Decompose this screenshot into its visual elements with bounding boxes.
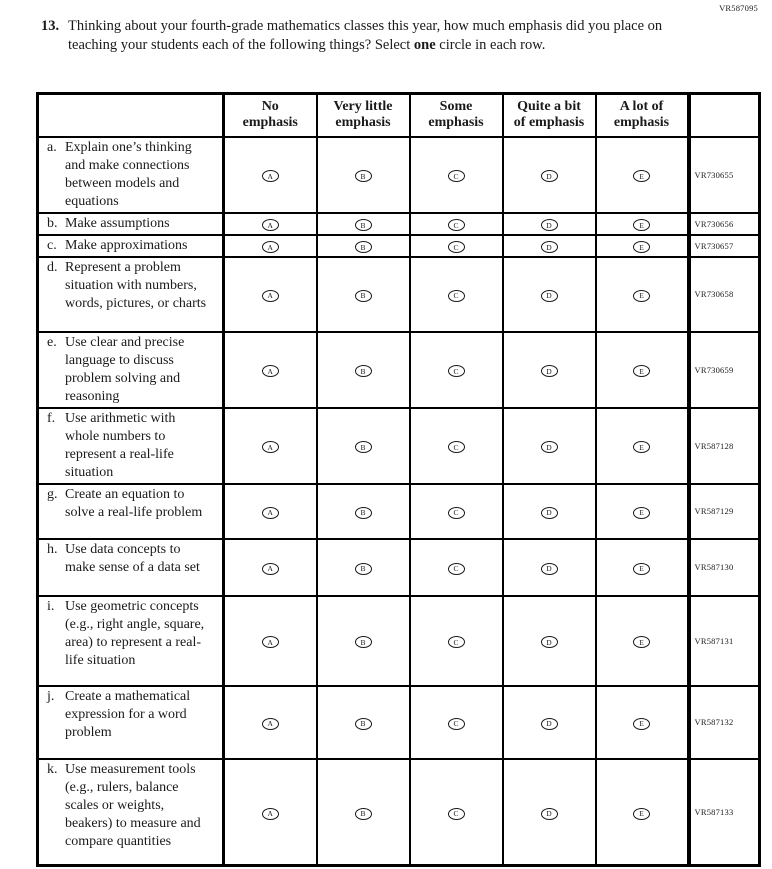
row-letter: j. (47, 688, 55, 704)
option-cell-e (596, 686, 689, 759)
option-cell-a (224, 484, 317, 539)
option-cell-d (503, 332, 596, 408)
option-bubble-B[interactable]: B (355, 219, 372, 231)
row-label: Use geometric concepts (e.g., right angle, square, area) to represent a real-life situation (65, 598, 205, 668)
header-code-cell (689, 94, 760, 137)
option-cell-a (224, 686, 317, 759)
option-bubble-B[interactable]: B (355, 365, 372, 377)
option-bubble-B[interactable]: B (355, 241, 372, 253)
row-label: Use arithmetic with whole numbers to represent a real-life situation (65, 410, 176, 480)
option-bubble-E[interactable]: E (633, 563, 650, 575)
option-bubble-D[interactable]: D (541, 441, 558, 453)
option-cell-d (503, 137, 596, 213)
question-text-bold: one (413, 37, 436, 53)
table-row-b (38, 213, 760, 235)
option-bubble-D[interactable]: D (541, 290, 558, 302)
option-bubble-A[interactable]: A (262, 219, 279, 231)
option-bubble-A[interactable]: A (262, 365, 279, 377)
column-header-line1: Very little (333, 99, 393, 115)
option-bubble-B[interactable]: B (355, 170, 372, 182)
table-row-e (38, 332, 760, 408)
row-code: VR730658 (689, 257, 760, 332)
option-cell-b (317, 408, 410, 484)
row-code: VR587129 (689, 484, 760, 539)
column-header-a-lot-of-emphasis (596, 94, 689, 137)
column-header-line1: No (261, 99, 279, 115)
row-label: Explain one’s thinking and make connections between models and equations (65, 139, 192, 209)
table-row-i (38, 596, 760, 686)
option-cell-c (410, 759, 503, 866)
option-cell-c (410, 332, 503, 408)
row-letter: b. (47, 215, 58, 231)
option-cell-e (596, 257, 689, 332)
option-cell-d (503, 408, 596, 484)
table-row-c (38, 235, 760, 257)
option-cell-a (224, 137, 317, 213)
option-cell-b (317, 257, 410, 332)
option-bubble-E[interactable]: E (633, 808, 650, 820)
column-header-line2: emphasis (335, 115, 391, 131)
option-bubble-C[interactable]: C (448, 718, 465, 730)
row-letter: f. (47, 410, 56, 426)
option-cell-d (503, 759, 596, 866)
option-cell-b (317, 484, 410, 539)
option-cell-e (596, 484, 689, 539)
row-label: Create a mathematical expression for a word problem (65, 688, 191, 740)
option-bubble-A[interactable]: A (262, 636, 279, 648)
form-code: VR587095 (719, 3, 758, 13)
row-label: Make assumptions (65, 215, 170, 231)
row-label-cell (38, 235, 224, 257)
row-label-cell (38, 332, 224, 408)
option-bubble-C[interactable]: C (448, 441, 465, 453)
option-bubble-B[interactable]: B (355, 636, 372, 648)
row-code: VR730657 (689, 235, 760, 257)
option-cell-a (224, 408, 317, 484)
emphasis-table (36, 92, 761, 867)
question-text-after: circle in each row. (435, 37, 546, 53)
question (41, 17, 665, 55)
table-row-h (38, 539, 760, 596)
option-cell-c (410, 484, 503, 539)
option-cell-b (317, 596, 410, 686)
option-bubble-C[interactable]: C (448, 365, 465, 377)
row-label-cell (38, 539, 224, 596)
row-code: VR730656 (689, 213, 760, 235)
row-label: Use data concepts to make sense of a data set (65, 541, 200, 575)
option-cell-d (503, 235, 596, 257)
option-cell-d (503, 257, 596, 332)
option-bubble-C[interactable]: C (448, 290, 465, 302)
option-cell-e (596, 408, 689, 484)
column-header-line2: of emphasis (513, 115, 585, 131)
table-row-a (38, 137, 760, 213)
option-bubble-C[interactable]: C (448, 170, 465, 182)
option-cell-a (224, 213, 317, 235)
option-bubble-E[interactable]: E (633, 170, 650, 182)
row-code: VR730659 (689, 332, 760, 408)
row-label-cell (38, 759, 224, 866)
option-cell-c (410, 539, 503, 596)
option-cell-d (503, 686, 596, 759)
row-code: VR587128 (689, 408, 760, 484)
option-bubble-C[interactable]: C (448, 219, 465, 231)
option-bubble-A[interactable]: A (262, 718, 279, 730)
row-label: Use clear and precise language to discuss problem solving and reasoning (65, 334, 185, 404)
option-bubble-C[interactable]: C (448, 808, 465, 820)
row-label-cell (38, 596, 224, 686)
row-letter: k. (47, 761, 58, 777)
option-cell-a (224, 596, 317, 686)
column-header-line1: Some (439, 99, 473, 115)
table-row-g (38, 484, 760, 539)
option-bubble-D[interactable]: D (541, 170, 558, 182)
table-row-j (38, 686, 760, 759)
option-cell-b (317, 137, 410, 213)
row-label-cell (38, 213, 224, 235)
row-label-cell (38, 257, 224, 332)
row-label-cell (38, 137, 224, 213)
header-row-label-cell (38, 94, 224, 137)
row-label-cell (38, 484, 224, 539)
row-label: Represent a problem situation with numbers, words, pictures, or charts (65, 259, 207, 311)
option-cell-c (410, 137, 503, 213)
option-cell-a (224, 235, 317, 257)
option-cell-b (317, 759, 410, 866)
header-row (38, 94, 760, 137)
option-bubble-C[interactable]: C (448, 241, 465, 253)
option-bubble-D[interactable]: D (541, 808, 558, 820)
row-label: Use measurement tools (e.g., rulers, balance scales or weights, beakers) to measure and compare quantities (65, 761, 201, 849)
option-bubble-E[interactable]: E (633, 718, 650, 730)
option-bubble-B[interactable]: B (355, 718, 372, 730)
option-bubble-E[interactable]: E (633, 219, 650, 231)
option-cell-c (410, 408, 503, 484)
row-letter: g. (47, 486, 58, 502)
option-bubble-B[interactable]: B (355, 808, 372, 820)
option-bubble-C[interactable]: C (448, 563, 465, 575)
column-header-very-little-emphasis (317, 94, 410, 137)
option-bubble-C[interactable]: C (448, 636, 465, 648)
option-cell-e (596, 539, 689, 596)
option-cell-d (503, 484, 596, 539)
option-bubble-C[interactable]: C (448, 507, 465, 519)
row-code: VR587132 (689, 686, 760, 759)
option-bubble-A[interactable]: A (262, 507, 279, 519)
option-bubble-D[interactable]: D (541, 563, 558, 575)
option-bubble-D[interactable]: D (541, 718, 558, 730)
option-bubble-D[interactable]: D (541, 241, 558, 253)
column-header-some-emphasis (410, 94, 503, 137)
option-bubble-D[interactable]: D (541, 507, 558, 519)
option-bubble-A[interactable]: A (262, 563, 279, 575)
option-cell-e (596, 213, 689, 235)
option-bubble-E[interactable]: E (633, 636, 650, 648)
row-label-cell (38, 408, 224, 484)
option-bubble-D[interactable]: D (541, 365, 558, 377)
row-letter: d. (47, 259, 58, 275)
option-cell-c (410, 596, 503, 686)
table-row-k (38, 759, 760, 866)
option-cell-a (224, 539, 317, 596)
row-label: Create an equation to solve a real-life problem (65, 486, 203, 520)
option-bubble-D[interactable]: D (541, 636, 558, 648)
row-letter: a. (47, 139, 57, 155)
option-cell-d (503, 213, 596, 235)
option-cell-b (317, 213, 410, 235)
option-cell-b (317, 332, 410, 408)
table-row-d (38, 257, 760, 332)
option-cell-b (317, 539, 410, 596)
option-cell-c (410, 686, 503, 759)
column-header-line2: emphasis (428, 115, 484, 131)
option-cell-e (596, 332, 689, 408)
column-header-line1: A lot of (619, 99, 664, 115)
option-bubble-B[interactable]: B (355, 563, 372, 575)
option-bubble-B[interactable]: B (355, 507, 372, 519)
column-header-quite-a-bit-of-emphasis (503, 94, 596, 137)
option-bubble-E[interactable]: E (633, 290, 650, 302)
row-code: VR587131 (689, 596, 760, 686)
row-letter: e. (47, 334, 57, 350)
option-cell-a (224, 257, 317, 332)
row-letter: h. (47, 541, 58, 557)
option-bubble-A[interactable]: A (262, 441, 279, 453)
option-cell-d (503, 596, 596, 686)
option-cell-b (317, 235, 410, 257)
row-code: VR730655 (689, 137, 760, 213)
option-bubble-D[interactable]: D (541, 219, 558, 231)
option-bubble-E[interactable]: E (633, 241, 650, 253)
row-label-cell (38, 686, 224, 759)
row-label: Make approximations (65, 237, 188, 253)
option-cell-c (410, 213, 503, 235)
row-code: VR587133 (689, 759, 760, 866)
option-bubble-A[interactable]: A (262, 808, 279, 820)
table-row-f (38, 408, 760, 484)
option-cell-e (596, 137, 689, 213)
question-text (68, 17, 665, 55)
column-header-line1: Quite a bit (517, 99, 581, 115)
column-header-line2: emphasis (242, 115, 298, 131)
option-cell-d (503, 539, 596, 596)
option-bubble-E[interactable]: E (633, 365, 650, 377)
question-text-before: Thinking about your fourth-grade mathematics classes this year, how much emphasis did you place on teaching your students each of the following things? Select (68, 18, 663, 53)
option-cell-e (596, 759, 689, 866)
question-number: 13. (41, 18, 60, 34)
option-bubble-E[interactable]: E (633, 507, 650, 519)
option-cell-a (224, 759, 317, 866)
option-cell-c (410, 235, 503, 257)
row-letter: c. (47, 237, 57, 253)
option-bubble-E[interactable]: E (633, 441, 650, 453)
option-cell-e (596, 235, 689, 257)
option-bubble-A[interactable]: A (262, 170, 279, 182)
row-code: VR587130 (689, 539, 760, 596)
option-cell-a (224, 332, 317, 408)
option-cell-e (596, 596, 689, 686)
column-header-no-emphasis (224, 94, 317, 137)
option-bubble-A[interactable]: A (262, 241, 279, 253)
option-cell-c (410, 257, 503, 332)
row-letter: i. (47, 598, 55, 614)
option-bubble-B[interactable]: B (355, 290, 372, 302)
option-bubble-B[interactable]: B (355, 441, 372, 453)
option-cell-b (317, 686, 410, 759)
option-bubble-A[interactable]: A (262, 290, 279, 302)
column-header-line2: emphasis (613, 115, 670, 131)
